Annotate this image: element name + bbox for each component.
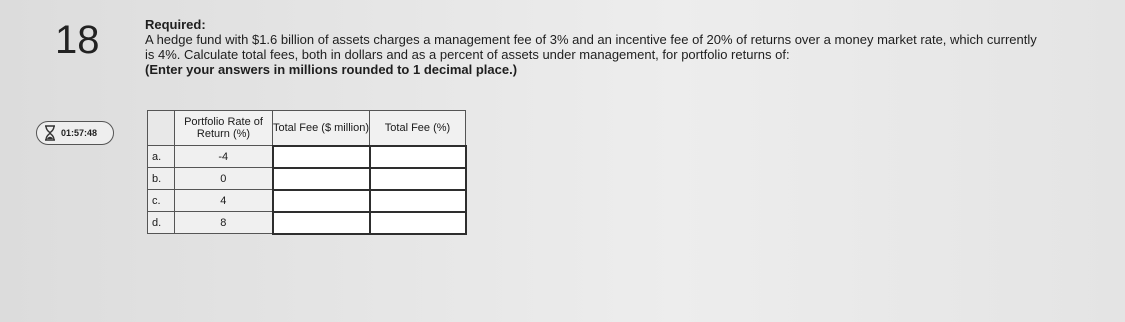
timer-badge (36, 121, 114, 145)
fee-dollars-cell (273, 168, 370, 190)
fee-dollars-input[interactable] (274, 191, 369, 211)
answer-instruction: (Enter your answers in millions rounded to 1 decimal place.) (145, 62, 518, 77)
fee-dollars-cell (273, 146, 370, 168)
fee-pct-cell (370, 212, 466, 234)
question-prompt (145, 17, 1045, 77)
fee-pct-input[interactable] (371, 147, 465, 167)
hourglass-icon (43, 125, 57, 141)
fee-dollars-input[interactable] (274, 147, 369, 167)
fee-pct-cell (370, 190, 466, 212)
answer-table (147, 110, 467, 235)
rate-value: -4 (175, 146, 273, 168)
table-row (148, 212, 466, 234)
fee-pct-cell (370, 168, 466, 190)
row-label-header (148, 111, 175, 146)
table-row (148, 168, 466, 190)
required-label: Required: (145, 17, 206, 32)
table-row (148, 190, 466, 212)
rate-value: 4 (175, 190, 273, 212)
rate-header: Portfolio Rate of Return (%) (175, 111, 273, 146)
fee-pct-header: Total Fee (%) (370, 111, 466, 146)
rate-value: 8 (175, 212, 273, 234)
question-number: 18 (55, 18, 100, 62)
rate-value: 0 (175, 168, 273, 190)
fee-dollars-header: Total Fee ($ million) (273, 111, 370, 146)
fee-pct-input[interactable] (371, 213, 465, 233)
fee-pct-cell (370, 146, 466, 168)
question-text: A hedge fund with $1.6 billion of assets charges a management fee of 3% and an incentive fee of 20% of returns over a money market rate, which currently is 4%. Calculate total fees, both in dollars and as a percent of assets under management, for portfolio returns of: (145, 32, 1037, 62)
row-label: a. (148, 146, 175, 168)
row-label: b. (148, 168, 175, 190)
row-label: c. (148, 190, 175, 212)
table-header-row (148, 111, 466, 146)
fee-dollars-cell (273, 190, 370, 212)
fee-dollars-input[interactable] (274, 169, 369, 189)
fee-pct-input[interactable] (371, 191, 465, 211)
row-label: d. (148, 212, 175, 234)
timer-value: 01:57:48 (61, 128, 98, 138)
fee-pct-input[interactable] (371, 169, 465, 189)
fee-dollars-cell (273, 212, 370, 234)
table-row (148, 146, 466, 168)
fee-dollars-input[interactable] (274, 213, 369, 233)
